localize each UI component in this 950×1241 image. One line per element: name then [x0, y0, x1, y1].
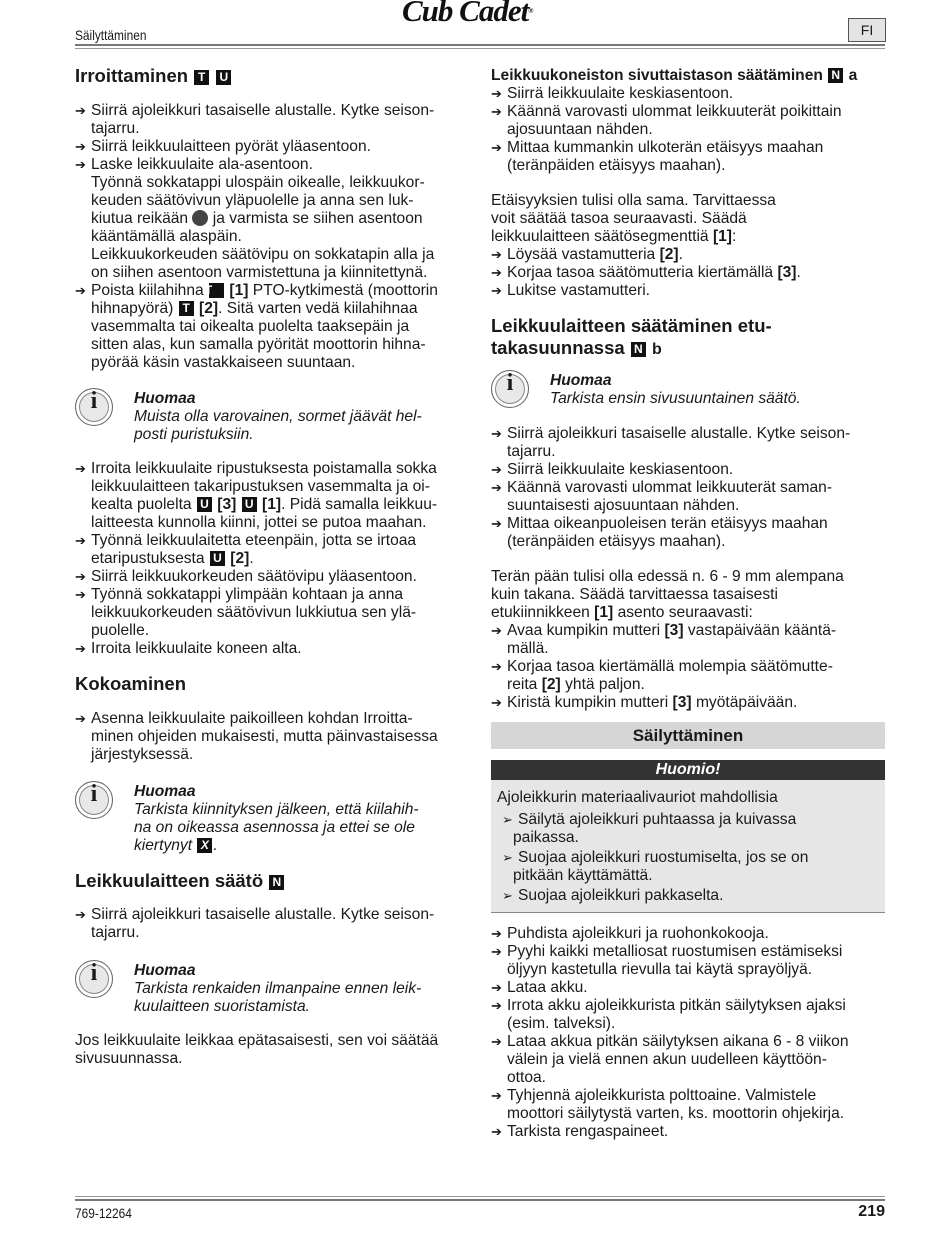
list-item: ➔ Avaa kumpikin mutteri [3] vastapäivään kääntä-	[491, 622, 891, 640]
warning-item: ➢ Suojaa ajoleikkuri ruostumiselta, jos se on	[497, 849, 882, 867]
irroittaminen-steps	[75, 102, 475, 372]
storage-steps	[491, 925, 891, 1141]
list-item-cont: suuntaisesti ajosuuntaan nähden.	[507, 497, 740, 514]
list-item: ➔ Irroita leikkuulaite ripustuksesta poistamalla sokka	[75, 460, 475, 478]
note-box	[491, 372, 886, 416]
warning-text: Ajoleikkurin materiaalivauriot mahdollisia	[497, 789, 778, 806]
section-etu-taka	[491, 315, 891, 361]
paragraph-line: hihnapyörä) T [2]. Sitä varten vedä kiilahihnaa	[91, 300, 418, 317]
list-item: ➔ Mittaa kummankin ulkoterän etäisyys maahan	[491, 139, 891, 157]
list-item-cont: (teränpäiden etäisyys maahan).	[507, 157, 726, 174]
ref-box: U	[242, 497, 257, 512]
hole-icon	[192, 210, 208, 226]
note-text: Tarkista ensin sivusuuntainen säätö.	[550, 390, 801, 407]
list-item-cont: tajarru.	[91, 120, 140, 137]
list-item-cont: leikkuulaitteen takaripustuksen vasemmalta ja oi-	[91, 478, 430, 495]
note-box	[75, 390, 470, 446]
saato-paragraph	[75, 1032, 475, 1068]
sivuttaistaso-paragraph	[491, 192, 891, 300]
language-badge: FI	[848, 18, 886, 42]
section-irroittaminen	[75, 65, 470, 87]
list-item: ➔ Siirrä leikkuulaite keskiasentoon.	[491, 461, 891, 479]
ref-box: N	[631, 342, 646, 357]
ref-box: U	[197, 497, 212, 512]
saato-steps	[75, 906, 475, 942]
page-number: 219	[858, 1203, 885, 1220]
header-rule	[75, 44, 885, 46]
paragraph-line: etukiinnikkeen [1] asento seuraavasti:	[491, 604, 753, 621]
list-item-cont: laitteesta kunnolla kiinni, jottei se putoa maahan.	[91, 514, 427, 531]
paragraph-line: pyörää käsin vastakkaiseen suuntaan.	[91, 354, 356, 371]
list-item: ➔ Korjaa tasoa säätömutteria kiertämällä [3].	[491, 264, 891, 282]
note-text: kiertynyt X .	[134, 837, 218, 854]
list-item: ➔ Siirrä ajoleikkuri tasaiselle alustalle. Kytke seison-	[75, 906, 475, 924]
heading-sailyttaminen: Säilyttäminen	[491, 722, 885, 749]
warning-item-cont: pitkään käyttämättä.	[513, 867, 653, 884]
heading-irroittaminen: Irroittaminen T U	[75, 65, 470, 87]
list-item: ➔ Asenna leikkuulaite paikoilleen kohdan Irroitta-	[75, 710, 475, 728]
list-item-cont: ottoa.	[507, 1069, 547, 1086]
note-box	[75, 962, 470, 1014]
list-item-cont: minen ohjeiden mukaisesti, mutta päinvastaisessa	[91, 728, 438, 745]
ref-box: X	[197, 838, 212, 853]
list-item-cont: reita [2] yhtä paljon.	[507, 676, 645, 693]
header-rule-thin	[75, 48, 885, 49]
paragraph-line: keuden säätövivun yläpuolelle ja anna sen luk-	[91, 192, 414, 209]
list-item: ➔ Puhdista ajoleikkuri ja ruohonkokooja.	[491, 925, 891, 943]
list-item: ➔ Käännä varovasti ulommat leikkuuterät poikittain	[491, 103, 891, 121]
note-text: Tarkista kiinnityksen jälkeen, että kiilahih-	[134, 801, 419, 818]
ref-box: T	[179, 301, 194, 316]
list-item-cont: tajarru.	[91, 924, 140, 941]
info-icon: i	[75, 388, 113, 426]
paragraph-line: Työnnä sokkatappi ulospäin oikealle, leikkuukor-	[91, 174, 425, 191]
note-heading: Huomaa	[550, 372, 612, 389]
list-item: ➔ Siirrä leikkuulaitteen pyörät yläasentoon.	[75, 138, 475, 156]
ref-box: T	[209, 283, 224, 298]
note-text: Tarkista renkaiden ilmanpaine ennen leik-	[134, 980, 422, 997]
warning-item-cont: paikassa.	[513, 829, 579, 846]
list-item: ➔ Käännä varovasti ulommat leikkuuterät saman-	[491, 479, 891, 497]
list-item-cont: ajosuuntaan nähden.	[507, 121, 653, 138]
list-item: ➔ Irroita leikkuulaite koneen alta.	[75, 640, 475, 658]
list-item: ➔ Siirrä leikkuulaite keskiasentoon.	[491, 85, 891, 103]
paragraph-line: sivusuunnassa.	[75, 1050, 183, 1067]
list-item: ➔ Työnnä leikkuulaitetta eteenpäin, jotta se irtoaa	[75, 532, 475, 550]
list-item: ➔ Siirrä ajoleikkuri tasaiselle alustalle. Kytke seison-	[491, 425, 891, 443]
note-text: posti puristuksiin.	[134, 426, 254, 443]
info-icon: i	[75, 781, 113, 819]
document-number: 769-12264	[75, 1205, 132, 1221]
list-item-cont: (esim. talveksi).	[507, 1015, 616, 1032]
paragraph-line: Jos leikkuulaite leikkaa epätasaisesti, sen voi säätää	[75, 1032, 439, 1049]
heading-kokoaminen: Kokoaminen	[75, 673, 187, 694]
ref-box: N	[828, 68, 843, 83]
paragraph-line: leikkuulaitteen säätösegmenttiä [1]:	[491, 228, 737, 245]
paragraph-line: Leikkuukorkeuden säätövipu on sokkatapin alla ja	[91, 246, 435, 263]
note-text: kuulaitteen suoristamista.	[134, 998, 310, 1015]
list-item-cont: etaripustuksesta U [2].	[91, 550, 254, 567]
list-item-cont: tajarru.	[507, 443, 556, 460]
kokoaminen-steps	[75, 710, 475, 764]
paragraph-line: Terän pään tulisi olla edessä n. 6 - 9 mm alempana	[491, 568, 844, 585]
list-item: ➔ Lukitse vastamutteri.	[491, 282, 891, 300]
list-item-cont: välein ja vielä ennen akun uudelleen käyttöön-	[507, 1051, 827, 1068]
note-heading: Huomaa	[134, 783, 196, 800]
ref-box: N	[269, 875, 284, 890]
list-item: ➔ Lataa akku.	[491, 979, 891, 997]
paragraph-line: Etäisyyksien tulisi olla sama. Tarvittaessa	[491, 192, 776, 209]
list-item-cont: järjestyksessä.	[91, 746, 194, 763]
list-item: ➔ Tyhjennä ajoleikkurista polttoaine. Valmistele	[491, 1087, 891, 1105]
warning-item: ➢ Suojaa ajoleikkuri pakkaselta.	[497, 887, 882, 905]
header-section-title: Säilyttäminen	[75, 27, 147, 43]
heading-leikkuulaitteen-saato: Leikkuulaitteen säätö N	[75, 870, 285, 892]
etu-taka-steps	[491, 425, 891, 551]
list-item-cont: puolelle.	[91, 622, 150, 639]
list-item: ➔ Lataa akkua pitkän säilytyksen aikana 6 - 8 viikon	[491, 1033, 891, 1051]
section-kokoaminen	[75, 673, 186, 695]
list-item: ➔ Siirrä ajoleikkuri tasaiselle alustalle. Kytke seison-	[75, 102, 475, 120]
ref-box: U	[216, 70, 231, 85]
list-item-cont: leikkuukorkeuden säätövivun lukkiutua sen ylä-	[91, 604, 417, 621]
heading-sivuttaistaso: Leikkuukoneiston sivuttaistason säätäminen N a	[491, 67, 858, 84]
list-item: ➔ Löysää vastamutteria [2].	[491, 246, 891, 264]
paragraph-line: kiutua reikään ja varmista se siihen asentoon	[91, 210, 423, 227]
paragraph-line: voit säätää tasoa seuraavasti. Säädä	[491, 210, 747, 227]
warning-bar: Huomio!	[491, 760, 885, 780]
note-box	[75, 783, 470, 853]
section-leikkuulaitteen-saato	[75, 870, 285, 892]
list-item-cont: öljyyn kastetulla rievulla tai käytä sprayöljyä.	[507, 961, 813, 978]
etu-taka-paragraph	[491, 568, 891, 712]
note-heading: Huomaa	[134, 390, 196, 407]
paragraph-line: kääntämällä alaspäin.	[91, 228, 242, 245]
list-item: ➔ Pyyhi kaikki metalliosat ruostumisen estämiseksi	[491, 943, 891, 961]
list-item-cont: mällä.	[507, 640, 549, 657]
list-item: ➔ Siirrä leikkuukorkeuden säätövipu yläasentoon.	[75, 568, 475, 586]
list-item: ➔ Mittaa oikeanpuoleisen terän etäisyys maahan	[491, 515, 891, 533]
info-icon: i	[75, 960, 113, 998]
list-item-cont: (teränpäiden etäisyys maahan).	[507, 533, 726, 550]
brand-logo: Cub Cadet®	[402, 0, 533, 28]
paragraph-line: sitten alas, kun samalla pyörität moottorin hihna-	[91, 336, 426, 353]
paragraph-line: vasemmalta tai oikealta puolelta taaksepäin ja	[91, 318, 410, 335]
list-item: ➔ Poista kiilahihna T [1] PTO-kytkimestä (moottorin	[75, 282, 475, 300]
note-heading: Huomaa	[134, 962, 196, 979]
list-item: ➔ Laske leikkuulaite ala-asentoon.	[75, 156, 475, 174]
footer-rule	[75, 1199, 885, 1201]
list-item: ➔ Korjaa tasoa kiertämällä molempia säätömutte-	[491, 658, 891, 676]
paragraph-line: on siihen asentoon varmistettuna ja kiinnitettynä.	[91, 264, 428, 281]
list-item-cont: moottori säilytystä varten, ks. moottorin ohjekirja.	[507, 1105, 845, 1122]
irroittaminen-steps-2	[75, 460, 475, 658]
list-item: ➔ Työnnä sokkatappi ylimpään kohtaan ja anna	[75, 586, 475, 604]
footer-rule-thin	[75, 1196, 885, 1197]
note-text: na on oikeassa asennossa ja ettei se ole	[134, 819, 415, 836]
list-item: ➔ Kiristä kumpikin mutteri [3] myötäpäivään.	[491, 694, 891, 712]
info-icon: i	[491, 370, 529, 408]
list-item: ➔ Irrota akku ajoleikkurista pitkän säilytyksen ajaksi	[491, 997, 891, 1015]
paragraph-line: kuin takana. Säädä tarvittaessa tasaisesti	[491, 586, 778, 603]
warning-box	[491, 780, 885, 913]
note-text: Muista olla varovainen, sormet jäävät hel-	[134, 408, 422, 425]
warning-item: ➢ Säilytä ajoleikkuri puhtaassa ja kuivassa	[497, 811, 882, 829]
list-item-cont: kealta puolelta U [3] U [1]. Pidä samalla leikkuu-	[91, 496, 438, 513]
ref-box: U	[210, 551, 225, 566]
heading-etu-taka: Leikkuulaitteen säätäminen etu- takasuunnassa N b	[491, 315, 772, 358]
list-item: ➔ Tarkista rengaspaineet.	[491, 1123, 891, 1141]
section-sivuttaistaso	[491, 67, 891, 175]
ref-box: T	[194, 70, 209, 85]
